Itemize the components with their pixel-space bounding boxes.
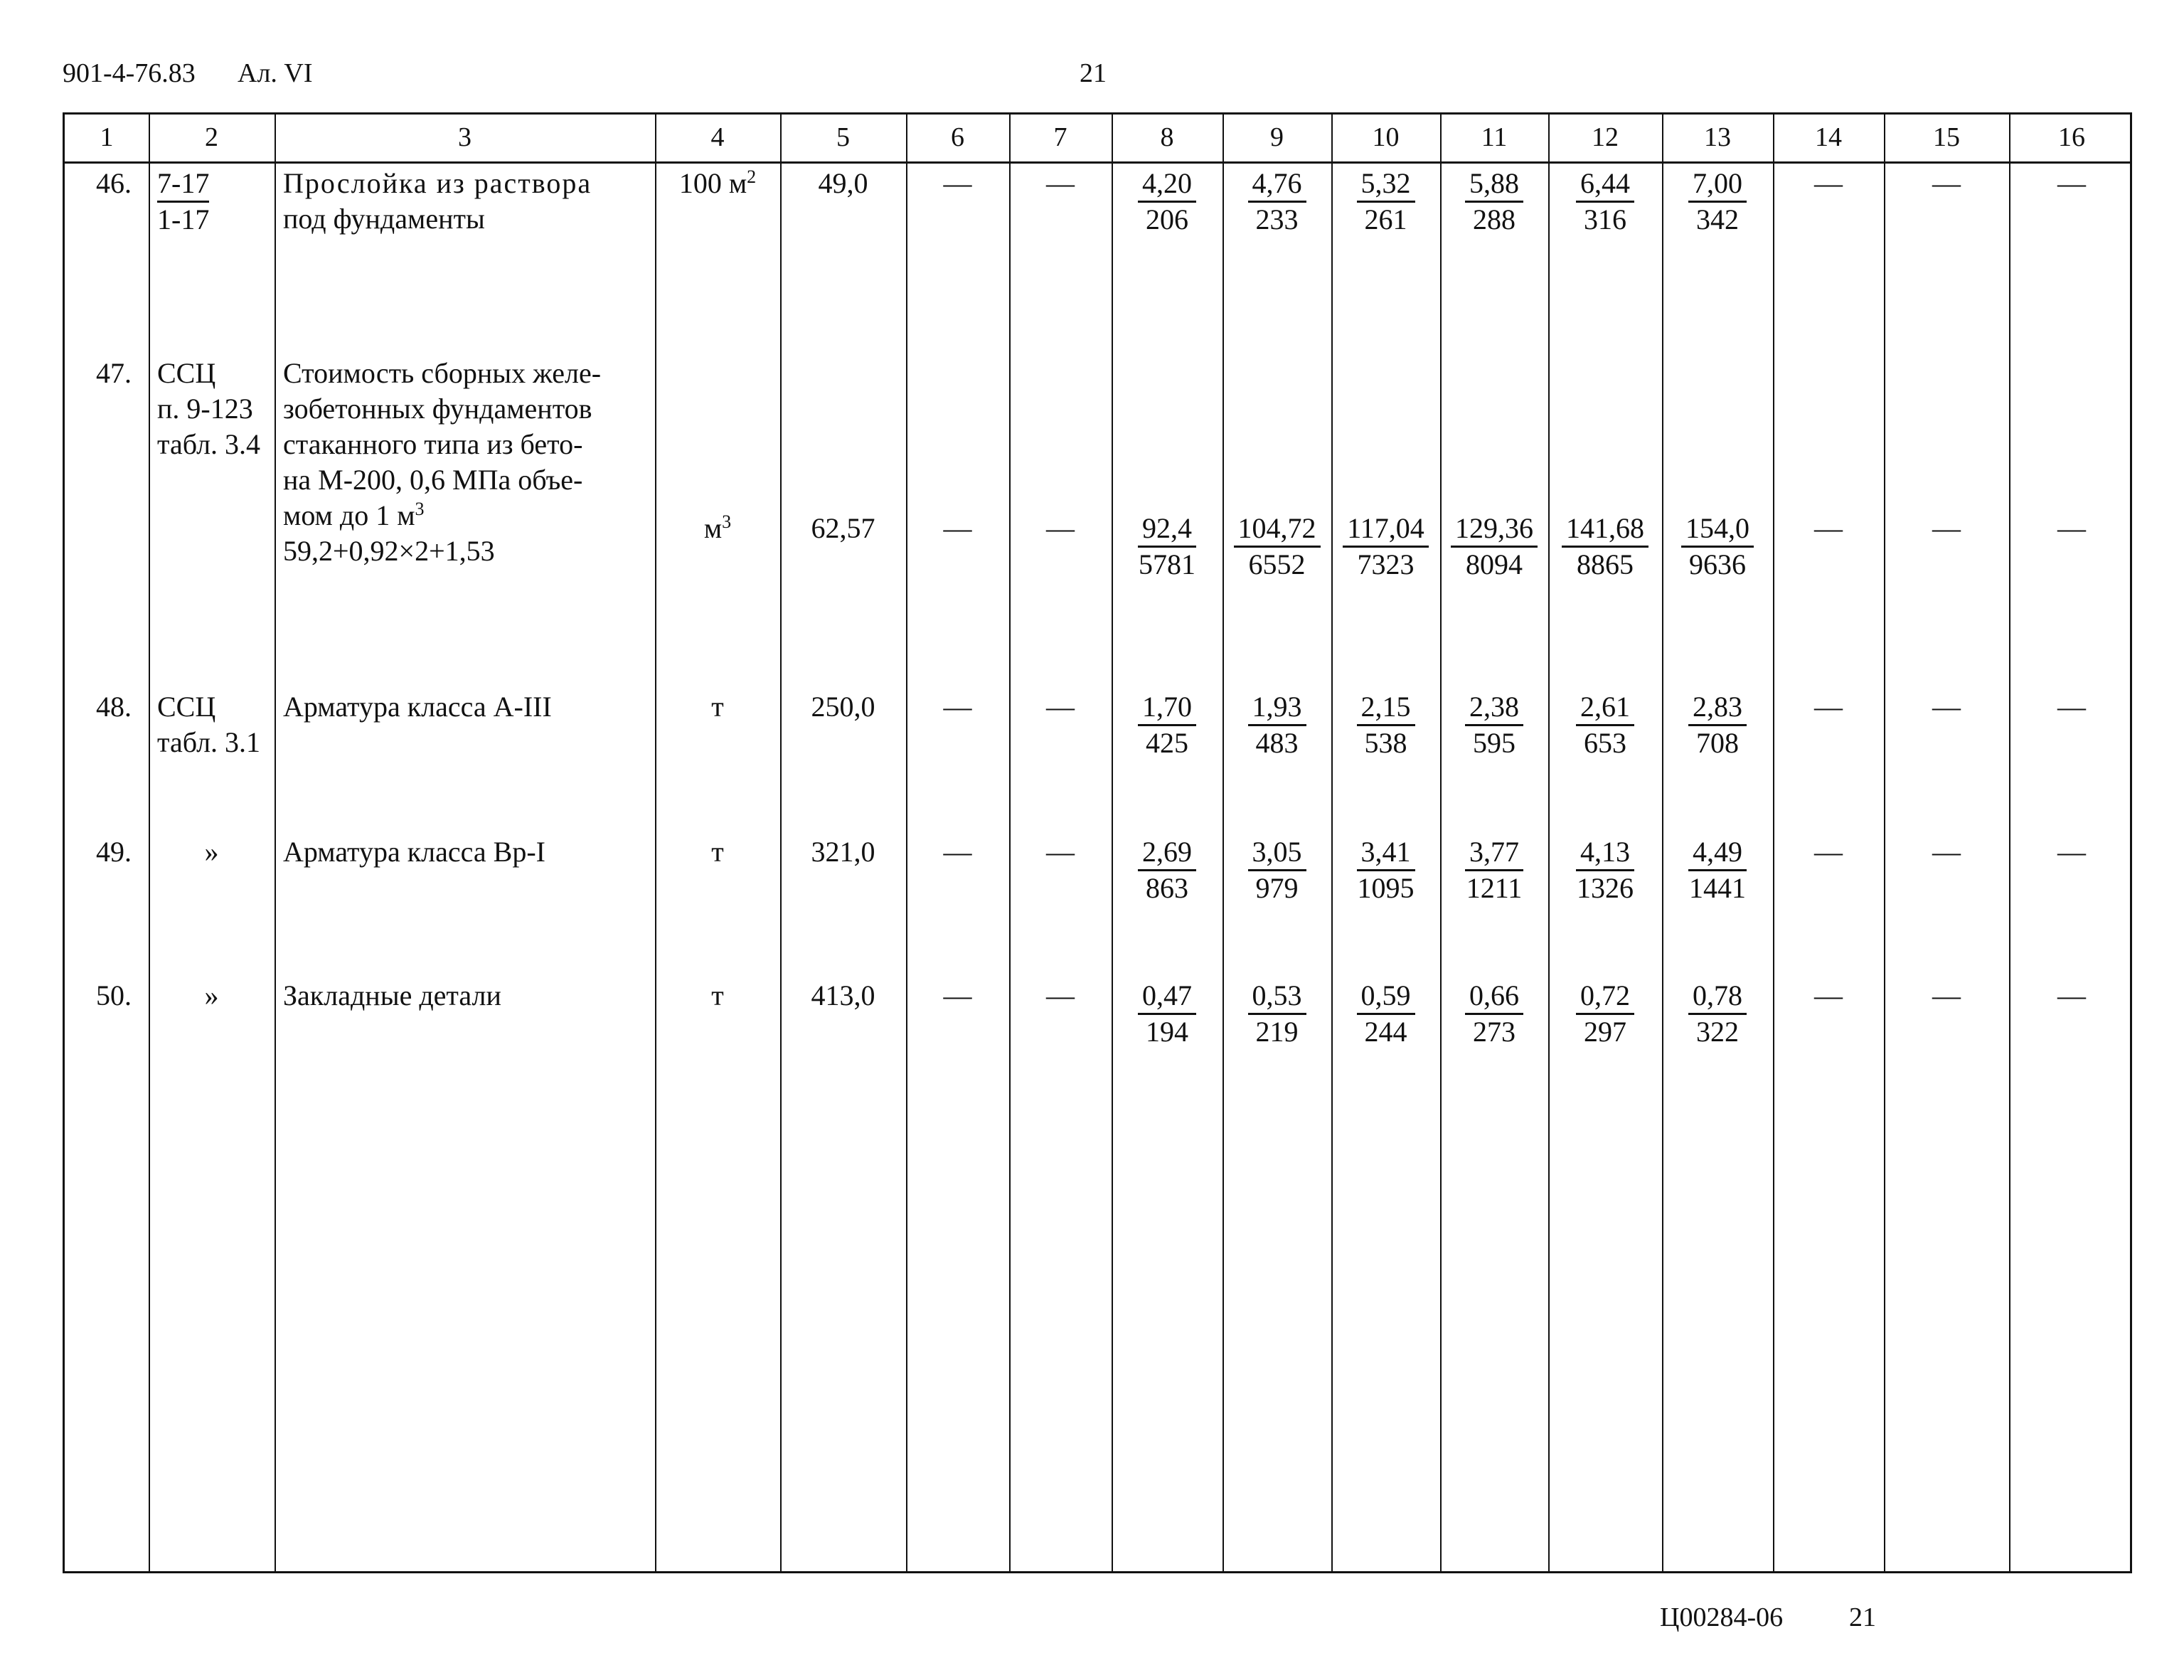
empty-dash: — <box>1814 512 1843 544</box>
column-header: 4 <box>710 122 725 152</box>
column-header: 9 <box>1270 122 1284 152</box>
description-line: мом до 1 $м^3$ <box>283 499 425 531</box>
empty-dash: — <box>943 167 972 199</box>
fraction-numerator: 104,72 <box>1234 511 1321 548</box>
row-reference: » <box>204 979 219 1011</box>
column-divider <box>275 115 276 1571</box>
empty-dash: — <box>1932 167 1961 199</box>
fraction-value <box>1440 689 1548 760</box>
row-reference: » <box>204 836 219 868</box>
fraction-denominator: 288 <box>1473 203 1516 235</box>
fraction-value <box>1112 689 1222 760</box>
fraction-value <box>1222 689 1331 760</box>
superscript: 2 <box>747 166 757 187</box>
fraction-numerator: 141,68 <box>1562 511 1648 548</box>
row-price: 321,0 <box>811 836 875 868</box>
column-header: 1 <box>100 122 114 152</box>
fraction-numerator: 3,77 <box>1465 835 1523 871</box>
empty-dash: — <box>1046 836 1075 868</box>
fraction-denominator: 979 <box>1255 872 1299 904</box>
reference-line: табл. 3.1 <box>157 726 261 758</box>
description-line: под фундаменты <box>283 203 485 235</box>
fraction-denominator: 538 <box>1364 727 1407 759</box>
row-price: 250,0 <box>811 691 875 723</box>
row-price: 413,0 <box>811 979 875 1011</box>
description-line: стаканного типа из бето- <box>283 428 583 460</box>
fraction-value <box>1331 978 1440 1049</box>
superscript: 3 <box>415 499 425 519</box>
fraction-numerator: 6,44 <box>1576 166 1634 203</box>
row-number: 46. <box>96 167 132 199</box>
fraction-denominator: 483 <box>1255 727 1299 759</box>
fraction-denominator: 9636 <box>1689 548 1746 580</box>
album-label: Ал. VI <box>238 58 313 88</box>
fraction-value <box>1662 834 1773 905</box>
column-header: 12 <box>1592 122 1619 152</box>
fraction-denominator: 219 <box>1255 1016 1299 1048</box>
fraction-numerator: 3,05 <box>1248 835 1306 871</box>
empty-dash: — <box>1814 979 1843 1011</box>
fraction-value <box>1331 166 1440 237</box>
fraction-value <box>1548 166 1662 237</box>
fraction-denominator: 8094 <box>1466 548 1523 580</box>
row-description <box>283 356 652 569</box>
fraction-value <box>1440 978 1548 1049</box>
fraction-denominator: 206 <box>1146 203 1188 235</box>
reference-line: ССЦ <box>157 357 216 389</box>
reference-line: табл. 3.4 <box>157 428 261 460</box>
fraction-value <box>1662 166 1773 237</box>
description-line: Прослойка из раствора <box>283 167 592 199</box>
fraction-denominator: 653 <box>1584 727 1626 759</box>
fraction-numerator: 154,0 <box>1681 511 1754 548</box>
description-line: Арматура класса Вр-I <box>283 836 545 868</box>
fraction-value <box>1548 834 1662 905</box>
fraction-numerator: 117,04 <box>1343 511 1429 548</box>
fraction-denominator: 316 <box>1584 203 1626 235</box>
description-line: Стоимость сборных желе- <box>283 357 602 389</box>
row-number: 47. <box>96 357 132 389</box>
fraction-denominator: 425 <box>1146 727 1188 759</box>
fraction-value <box>1548 511 1662 582</box>
empty-dash: — <box>1046 512 1075 544</box>
column-header: 3 <box>458 122 472 152</box>
column-header: 16 <box>2058 122 2085 152</box>
empty-dash: — <box>943 836 972 868</box>
fraction-denominator: 5781 <box>1139 548 1195 580</box>
row-description <box>283 166 652 237</box>
description-line: Арматура класса А-III <box>283 691 552 723</box>
column-header: 5 <box>836 122 850 152</box>
fraction-value <box>1440 511 1548 582</box>
fraction-denominator: 273 <box>1473 1016 1516 1048</box>
fraction-numerator: 0,59 <box>1357 979 1415 1015</box>
empty-dash: — <box>1814 167 1843 199</box>
empty-dash: — <box>1046 979 1075 1011</box>
fraction-value <box>1662 511 1773 582</box>
row-unit: $м^3$ <box>703 511 732 544</box>
fraction-numerator: 4,13 <box>1576 835 1634 871</box>
column-header: 8 <box>1160 122 1174 152</box>
fraction-numerator: 4,76 <box>1248 166 1306 203</box>
fraction-value <box>1222 166 1331 237</box>
estimate-table <box>63 112 2132 1573</box>
fraction-numerator: 0,72 <box>1576 979 1634 1015</box>
fraction-numerator: 7,00 <box>1688 166 1747 203</box>
column-header: 13 <box>1704 122 1731 152</box>
fraction-value <box>1331 834 1440 905</box>
empty-dash: — <box>2057 979 2086 1011</box>
fraction-numerator: 2,83 <box>1688 690 1747 726</box>
fraction-numerator: 4,49 <box>1688 835 1747 871</box>
fraction-denominator: 244 <box>1364 1016 1407 1048</box>
empty-dash: — <box>1932 512 1961 544</box>
row-number: 48. <box>96 691 132 723</box>
description-line: на М-200, 0,6 МПа объе- <box>283 464 583 496</box>
fraction-value <box>1112 978 1222 1049</box>
fraction-value <box>1331 689 1440 760</box>
fraction-denominator: 1095 <box>1357 872 1415 904</box>
fraction-denominator: 342 <box>1696 203 1739 235</box>
fraction-value <box>1662 689 1773 760</box>
empty-dash: — <box>1932 836 1961 868</box>
row-unit: 100 $м^2$ <box>678 166 757 199</box>
fraction-value <box>1222 511 1331 582</box>
fraction-numerator: 92,4 <box>1138 511 1196 548</box>
fraction-value <box>1112 834 1222 905</box>
fraction-denominator: 1211 <box>1466 872 1523 904</box>
footer-page-number: 21 <box>1849 1602 1876 1632</box>
fraction-denominator: 1326 <box>1577 872 1634 904</box>
reference-line: п. 9-123 <box>157 393 253 425</box>
page-number: 21 <box>1080 58 1107 88</box>
fraction-numerator: 1,93 <box>1248 690 1306 726</box>
row-reference <box>157 166 209 237</box>
fraction-numerator: 2,15 <box>1357 690 1415 726</box>
column-header: 10 <box>1372 122 1400 152</box>
fraction-denominator: 261 <box>1364 203 1407 235</box>
row-description <box>283 978 652 1014</box>
empty-dash: — <box>1046 691 1075 723</box>
document-code: 901-4-76.83 <box>63 58 196 88</box>
empty-dash: — <box>1046 167 1075 199</box>
fraction-value <box>1548 689 1662 760</box>
fraction-numerator: 4,20 <box>1138 166 1196 203</box>
row-reference <box>157 356 260 462</box>
fraction-numerator: 129,36 <box>1451 511 1538 548</box>
reference-numerator: 7-17 <box>157 166 209 203</box>
fraction-numerator: 1,70 <box>1138 690 1196 726</box>
fraction-numerator: 2,69 <box>1138 835 1196 871</box>
fraction-denominator: 863 <box>1146 872 1188 904</box>
fraction-numerator: 5,88 <box>1465 166 1523 203</box>
superscript: 3 <box>722 511 732 532</box>
description-line: зобетонных фундаментов <box>283 393 592 425</box>
fraction-numerator: 2,61 <box>1576 690 1634 726</box>
row-price: 62,57 <box>811 512 875 544</box>
fraction-numerator: 2,38 <box>1465 690 1523 726</box>
empty-dash: — <box>2057 836 2086 868</box>
fraction-value <box>1440 166 1548 237</box>
empty-dash: — <box>2057 512 2086 544</box>
fraction-denominator: 595 <box>1473 727 1516 759</box>
fraction-numerator: 0,66 <box>1465 979 1523 1015</box>
fraction-value <box>1222 834 1331 905</box>
fraction-denominator: 7323 <box>1357 548 1415 580</box>
fraction-numerator: 0,78 <box>1688 979 1747 1015</box>
reference-line: ССЦ <box>157 691 216 723</box>
fraction-numerator: 5,32 <box>1357 166 1415 203</box>
column-header: 14 <box>1815 122 1842 152</box>
column-header: 11 <box>1481 122 1508 152</box>
fraction-denominator: 297 <box>1584 1016 1626 1048</box>
reference-denominator: 1-17 <box>157 203 210 235</box>
header-divider <box>65 161 2130 164</box>
empty-dash: — <box>1932 691 1961 723</box>
fraction-denominator: 233 <box>1255 203 1299 235</box>
column-header: 7 <box>1053 122 1067 152</box>
column-header: 2 <box>205 122 218 152</box>
empty-dash: — <box>1814 691 1843 723</box>
description-line: 59,2+0,92×2+1,53 <box>283 535 495 567</box>
row-description <box>283 834 652 870</box>
row-unit: т <box>711 691 724 723</box>
column-header: 15 <box>1933 122 1960 152</box>
fraction-numerator: 0,47 <box>1138 979 1196 1015</box>
column-header: 6 <box>951 122 964 152</box>
row-number: 50. <box>96 979 132 1011</box>
description-line: Закладные детали <box>283 979 501 1011</box>
fraction-value <box>1112 511 1222 582</box>
empty-dash: — <box>943 512 972 544</box>
fraction-value <box>1548 978 1662 1049</box>
row-price: 49,0 <box>818 167 868 199</box>
row-unit: т <box>711 836 724 868</box>
row-unit: т <box>711 979 724 1011</box>
fraction-value <box>1440 834 1548 905</box>
row-reference <box>157 689 260 760</box>
fraction-denominator: 8865 <box>1577 548 1634 580</box>
empty-dash: — <box>2057 167 2086 199</box>
fraction-value <box>1662 978 1773 1049</box>
empty-dash: — <box>1932 979 1961 1011</box>
row-number: 49. <box>96 836 132 868</box>
fraction-denominator: 708 <box>1696 727 1739 759</box>
empty-dash: — <box>943 979 972 1011</box>
fraction-numerator: 0,53 <box>1248 979 1306 1015</box>
fraction-denominator: 322 <box>1696 1016 1739 1048</box>
empty-dash: — <box>1814 836 1843 868</box>
fraction-value <box>1112 166 1222 237</box>
empty-dash: — <box>2057 691 2086 723</box>
empty-dash: — <box>943 691 972 723</box>
fraction-value <box>1331 511 1440 582</box>
fraction-denominator: 1441 <box>1689 872 1746 904</box>
fraction-numerator: 3,41 <box>1357 835 1415 871</box>
fraction-value <box>1222 978 1331 1049</box>
fraction-denominator: 194 <box>1146 1016 1188 1048</box>
row-description <box>283 689 652 725</box>
fraction-denominator: 6552 <box>1248 548 1306 580</box>
footer-code: Ц00284-06 <box>1660 1602 1784 1632</box>
